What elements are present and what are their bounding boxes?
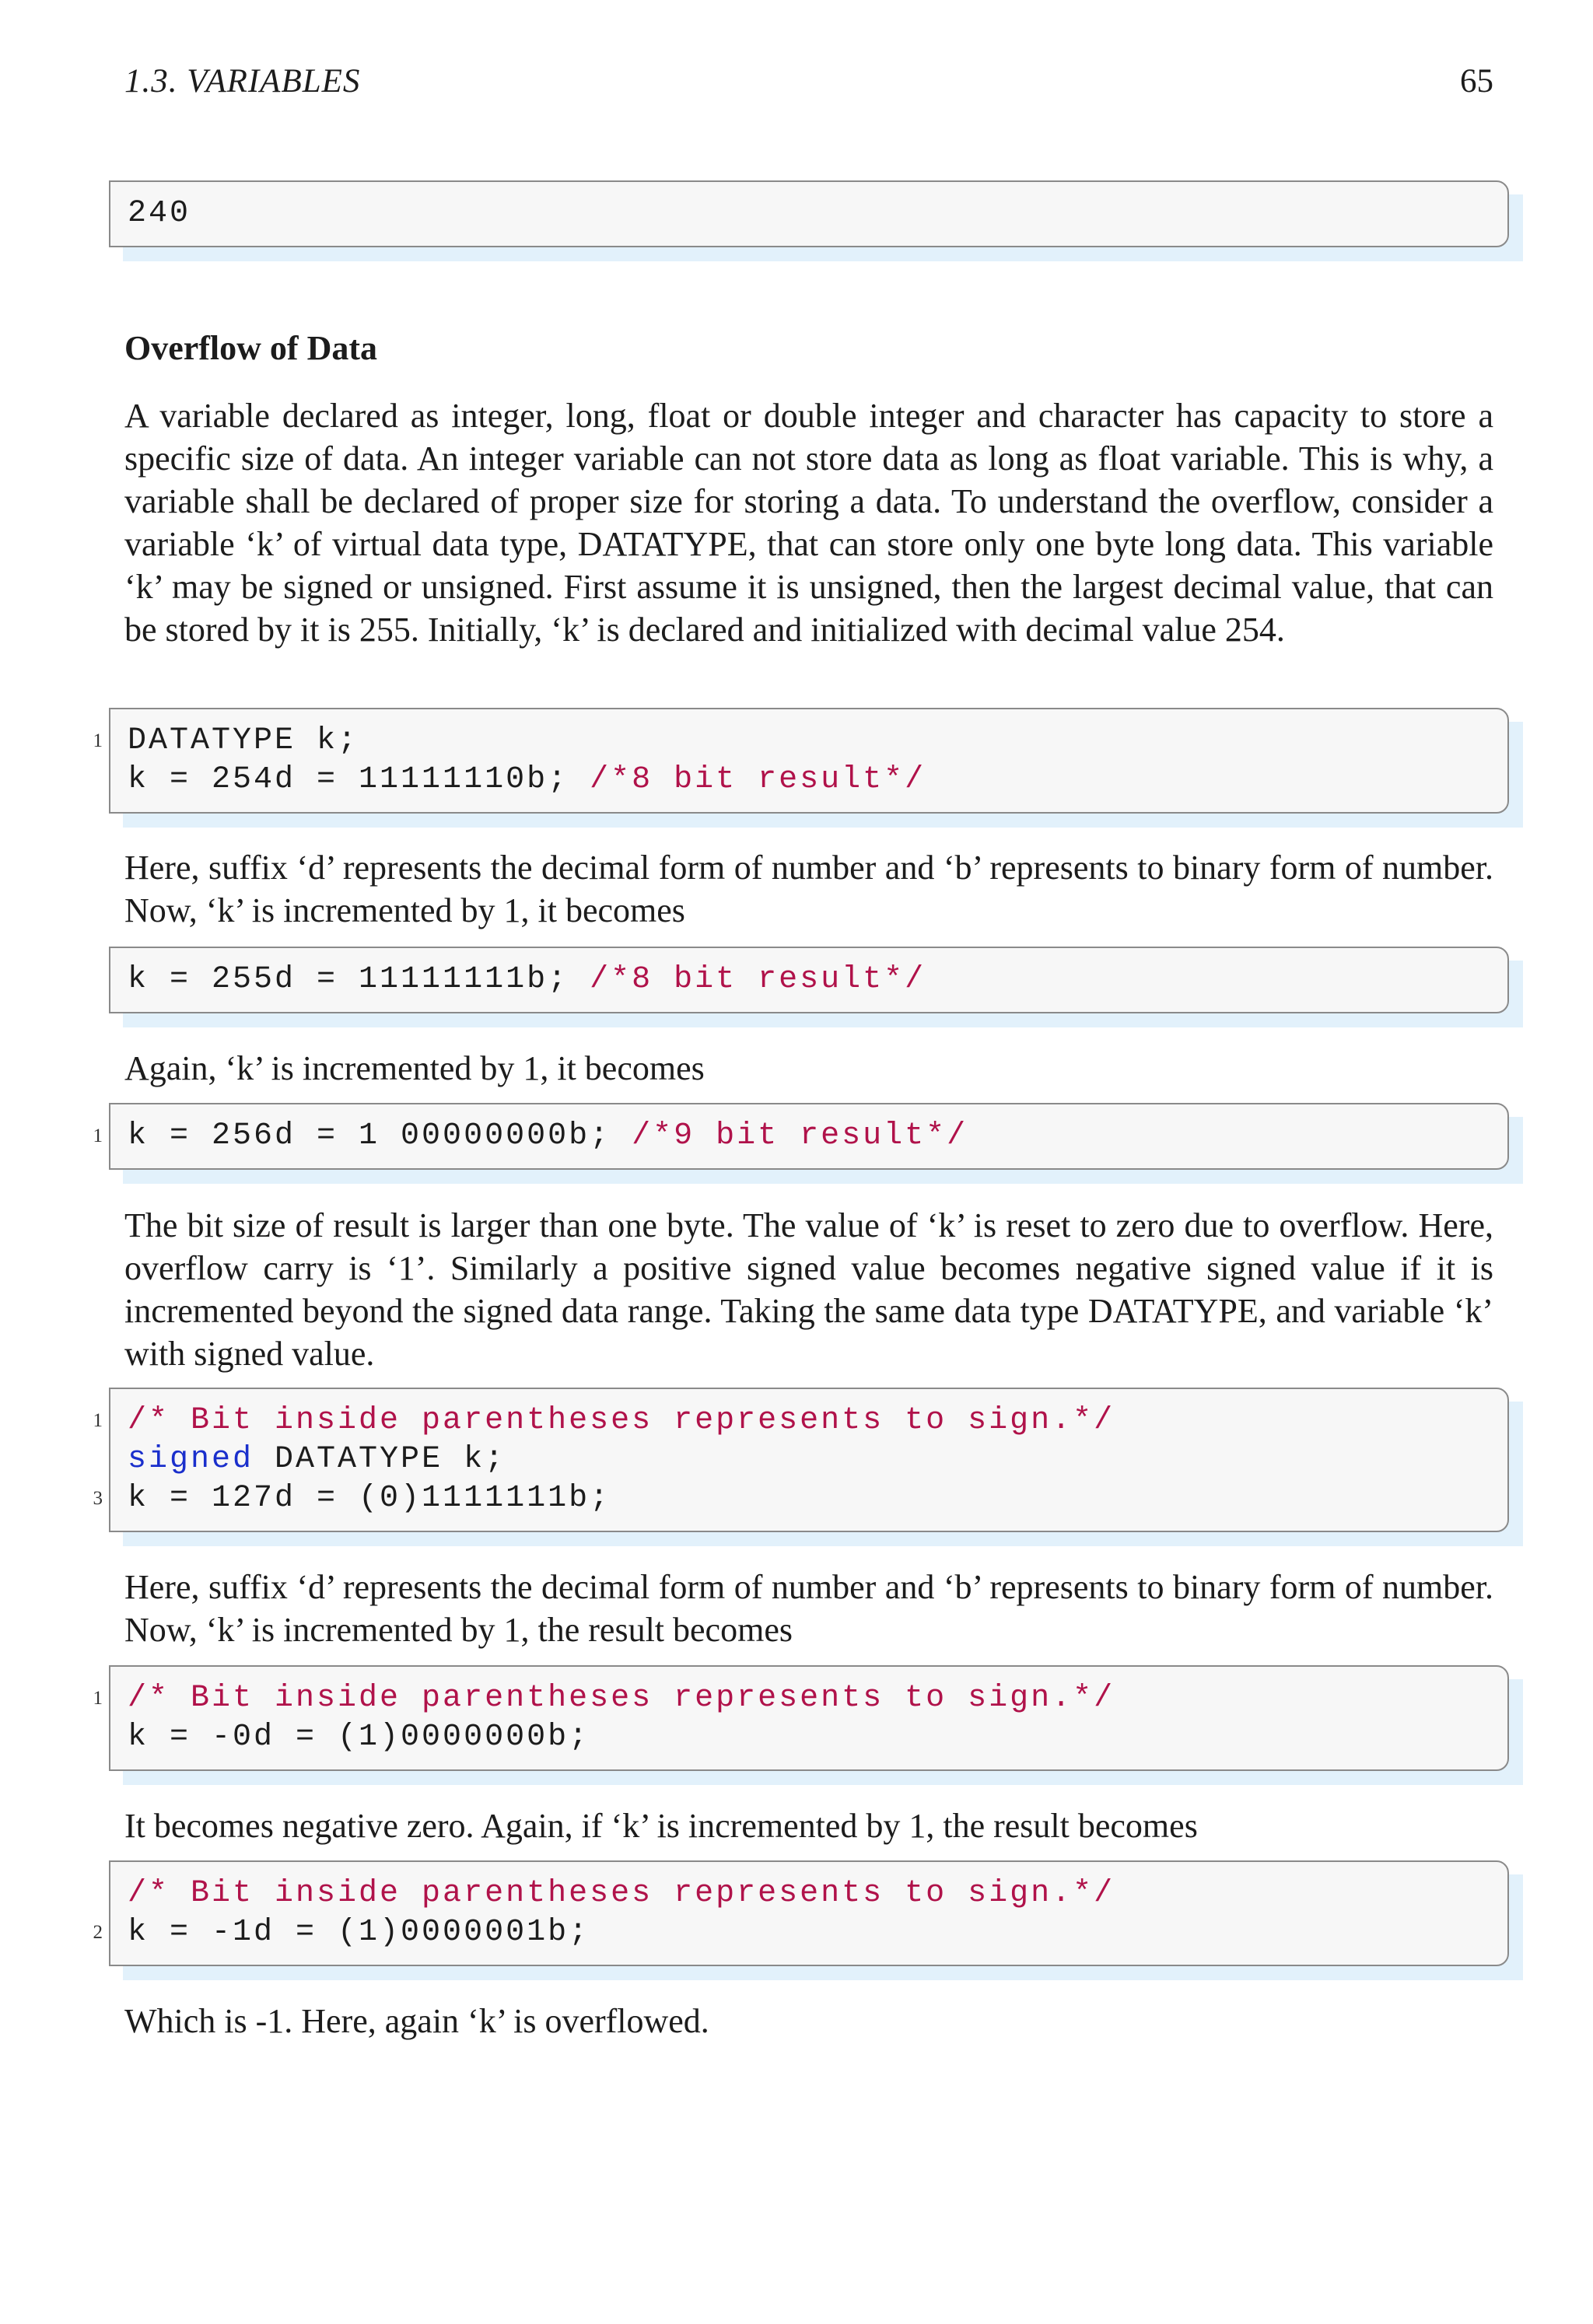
code-line [128, 1440, 1115, 1479]
code-line [128, 194, 191, 233]
code-block-frame [93, 708, 1509, 814]
code-block-frame [109, 180, 1509, 247]
code-lines [93, 1679, 1115, 1757]
page-number: 65 [1460, 63, 1493, 100]
code-block-frame [93, 1860, 1509, 1966]
code-text: k = -0d = (1)0000000b; [128, 1720, 590, 1755]
code-block-declare [93, 708, 1509, 814]
code-text: DATATYPE k; [254, 1442, 506, 1477]
paragraph-conclusion: Which is -1. Here, again ‘k’ is overflowed. [124, 2002, 709, 2040]
code-line [93, 722, 926, 761]
code-line [93, 1913, 1115, 1952]
code-lines [93, 1402, 1115, 1518]
code-text: k = 255d = 11111111b; [128, 962, 590, 997]
code-text: k = -1d = (1)0000001b; [128, 1915, 590, 1950]
code-block-negative-zero [93, 1665, 1509, 1771]
code-line [128, 1718, 1115, 1757]
code-comment: /* Bit inside parentheses represents to sign.*/ [128, 1403, 1115, 1438]
line-number: 1 [93, 730, 103, 751]
code-line [93, 1479, 1115, 1518]
line-number: 2 [93, 1922, 103, 1943]
code-block-increment-256 [93, 1103, 1509, 1170]
code-comment: /*9 bit result*/ [632, 1118, 968, 1153]
code-block-frame [93, 1388, 1509, 1532]
code-comment: /* Bit inside parentheses represents to sign.*/ [128, 1876, 1115, 1911]
code-block-increment-255 [109, 947, 1509, 1013]
line-number: 1 [93, 1125, 103, 1146]
paragraph-signed-increment: Here, suffix ‘d’ represents the decimal form of number and ‘b’ represents to binary form of number. Now, ‘k’ is incremented by 1, the result becomes [124, 1568, 1493, 1649]
paragraph-suffix-explanation: Here, suffix ‘d’ represents the decimal form of number and ‘b’ represents to binary form of number. Now, ‘k’ is incremented by 1, it becomes [124, 849, 1493, 929]
code-block-frame [109, 947, 1509, 1013]
paragraph-negative-zero: It becomes negative zero. Again, if ‘k’ is incremented by 1, the result becomes [124, 1807, 1198, 1845]
code-text: k = 256d = 1 00000000b; [128, 1118, 632, 1153]
code-line [128, 761, 926, 800]
paragraph-intro: A variable declared as integer, long, float or double integer and character has capacity to store a specific size of data. An integer variable can not store data as long as float variable. This is why, a variable shall be declared of proper size for storing a data. To understand the overflow, consider a variable ‘k’ of virtual data type, DATATYPE, that can store only one byte long data. This variable ‘k’ may be signed or unsigned. First assume it is unsigned, then the largest decimal value, that can be stored by it is 255. Initially, ‘k’ is declared and initialized with decimal value 254. [124, 397, 1493, 649]
code-line [93, 1117, 968, 1156]
code-text: k = 254d = 11111110b; [128, 762, 590, 797]
code-block-signed [93, 1388, 1509, 1532]
code-text: DATATYPE k; [128, 723, 359, 758]
code-lines [93, 722, 926, 800]
section-title: Overflow of Data [124, 329, 378, 367]
code-lines [128, 194, 191, 233]
code-comment: /* Bit inside parentheses represents to sign.*/ [128, 1681, 1115, 1716]
code-lines [93, 1874, 1115, 1952]
code-lines [93, 1117, 968, 1156]
code-block-frame [93, 1103, 1509, 1170]
code-line [128, 961, 926, 999]
code-block-negative-one [93, 1860, 1509, 1966]
code-keyword: signed [128, 1442, 254, 1477]
paragraph-overflow-explanation: The bit size of result is larger than one byte. The value of ‘k’ is reset to zero due to overflow. Here, overflow carry is ‘1’. Similarly a positive signed value becomes negative signed value if it is incremented beyond the signed data range. Taking the same data type DATATYPE, and variable ‘k’ with signed value. [124, 1206, 1493, 1373]
code-line [93, 1679, 1115, 1718]
code-block-frame [93, 1665, 1509, 1771]
paragraph-increment-again: Again, ‘k’ is incremented by 1, it becomes [124, 1049, 705, 1087]
code-line [128, 1874, 1115, 1913]
line-number: 3 [93, 1488, 103, 1509]
code-comment: /*8 bit result*/ [590, 762, 926, 797]
code-text: 240 [128, 196, 191, 231]
code-text: k = 127d = (0)1111111b; [128, 1481, 611, 1516]
line-number: 1 [93, 1688, 103, 1709]
code-line [93, 1402, 1115, 1440]
line-number: 1 [93, 1410, 103, 1431]
code-lines [128, 961, 926, 999]
running-header-section: 1.3. VARIABLES [124, 63, 361, 100]
code-comment: /*8 bit result*/ [590, 962, 926, 997]
code-block-output [109, 180, 1509, 247]
